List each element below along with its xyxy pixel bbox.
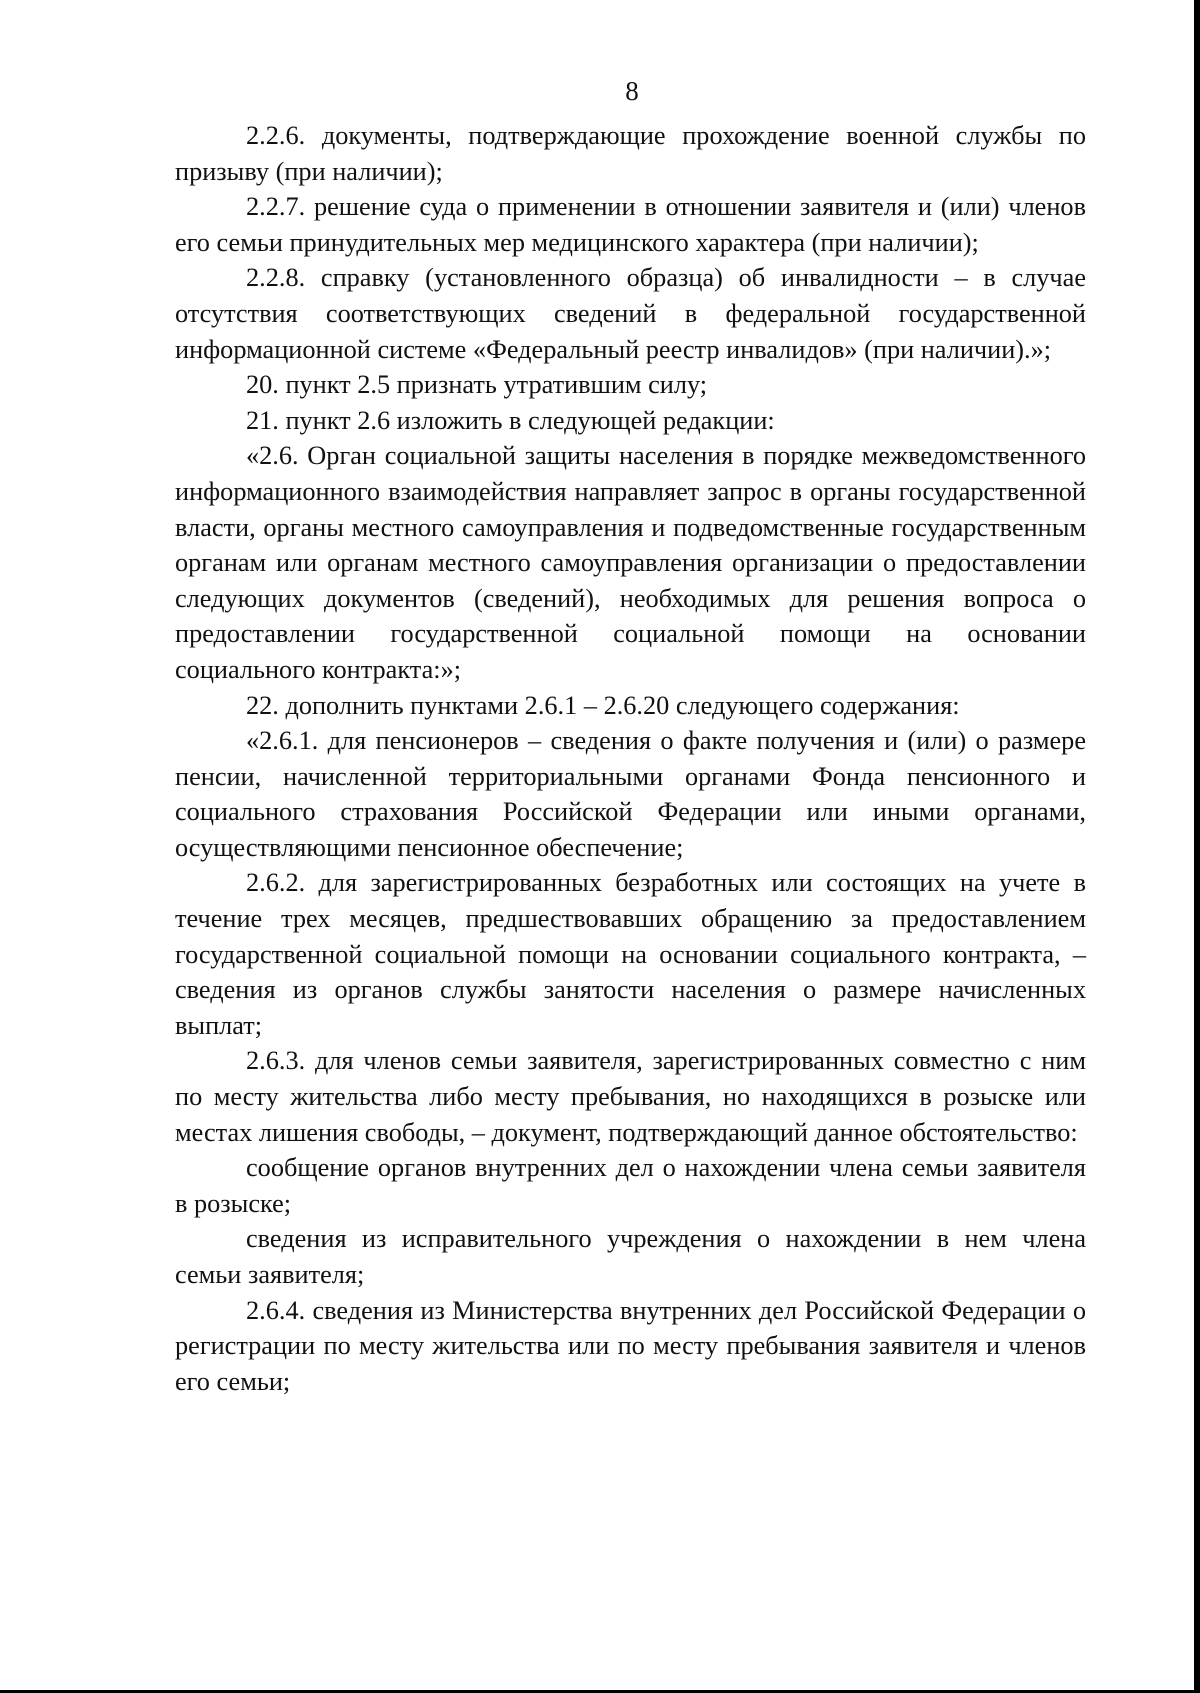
paragraph-item-22: 22. дополнить пунктами 2.6.1 – 2.6.20 следующего содержания: — [246, 690, 960, 720]
paragraph-2-6-1: «2.6.1. для пенсионеров – сведения о факте получения и (или) о размере пенсии, начисленной территориальными органами Фонда пенсионного и социального страхования Российской Федерации или иными органами, осуществляющими пенсионное обеспечение; — [175, 726, 1086, 862]
paragraph-police-report: сообщение органов внутренних дел о нахождении члена семьи заявителя в розыске; — [175, 1153, 1086, 1218]
document-body — [175, 118, 1086, 1399]
paragraph-correctional-info: сведения из исправительного учреждения о нахождении в нем члена семьи заявителя; — [175, 1224, 1086, 1289]
paragraph-2-6-3: 2.6.3. для членов семьи заявителя, зарегистрированных совместно с ним по месту жительства либо месту пребывания, но находящихся в розыске или местах лишения свободы, – документ, подтверждающий данное обстоятельство: — [175, 1046, 1086, 1147]
paragraph-item-21: 21. пункт 2.6 изложить в следующей редакции: — [246, 405, 775, 435]
page-number: 8 — [625, 76, 639, 106]
paragraph-2-6-4: 2.6.4. сведения из Министерства внутренних дел Российской Федерации о регистрации по месту жительства или по месту пребывания заявителя и членов его семьи; — [175, 1295, 1086, 1396]
paragraph-2-6-2: 2.6.2. для зарегистрированных безработных или состоящих на учете в течение трех месяцев, предшествовавших обращению за предоставлением государственной социальной помощи на основании социального контракта, – сведения из органов службы занятости населения о размере начисленных выплат; — [175, 868, 1086, 1040]
paragraph-item-20: 20. пункт 2.5 признать утратившим силу; — [246, 370, 708, 400]
paragraph-2-2-7: 2.2.7. решение суда о применении в отношении заявителя и (или) членов его семьи принудительных мер медицинского характера (при наличии); — [175, 192, 1086, 257]
paragraph-2-2-8: 2.2.8. справку (установленного образца) об инвалидности – в случае отсутствия соответствующих сведений в федеральной государственной информационной системе «Федеральный реестр инвалидов» (при наличии).»; — [175, 263, 1086, 364]
scan-edge-right — [1194, 0, 1200, 1693]
paragraph-2-6: «2.6. Орган социальной защиты населения в порядке межведомственного информационного взаимодействия направляет запрос в органы государственной власти, органы местного самоуправления и подведомственные государственным органам или органам местного самоуправления организации о предоставлении следующих документов (сведений), необходимых для решения вопроса о предоставлении государственной социальной помощи на основании социального контракта:»; — [175, 441, 1086, 684]
paragraph-2-2-6: 2.2.6. документы, подтверждающие прохождение военной службы по призыву (при наличии); — [175, 121, 1086, 186]
